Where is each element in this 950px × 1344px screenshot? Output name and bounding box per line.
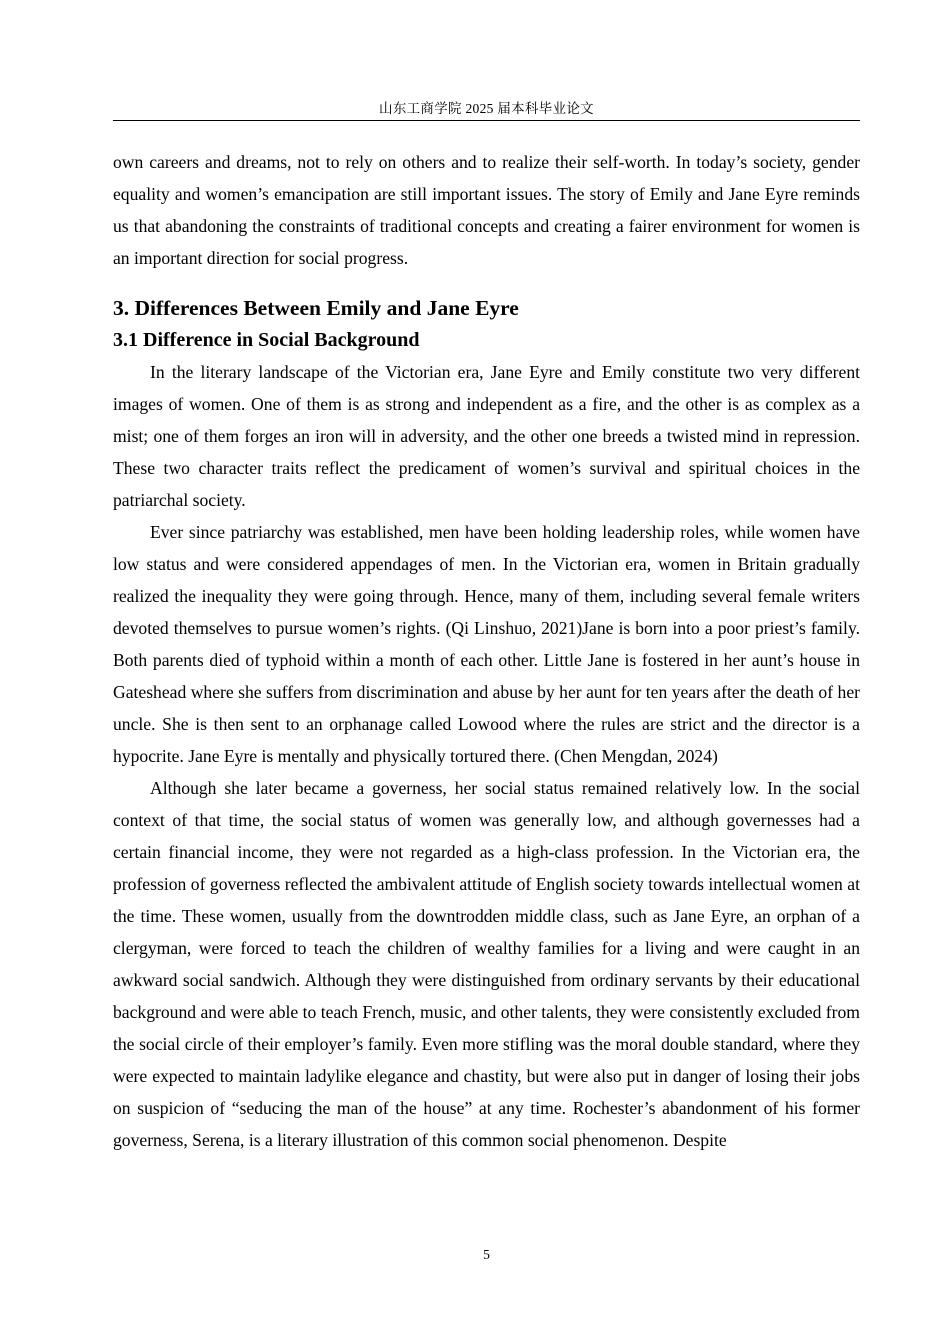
body-text: [113, 146, 860, 1156]
section-heading: 3. Differences Between Emily and Jane Eyre: [113, 296, 519, 320]
running-header: 山东工商学院 2025 届本科毕业论文: [379, 101, 594, 116]
paragraph: Ever since patriarchy was established, men have been holding leadership roles, while women have low status and were considered appendages of men. In the Victorian era, women in Britain gradually realized the inequality they were going through. Hence, many of them, including several female writers devoted themselves to pursue women’s rights. (Qi Linshuo, 2021)Jane is born into a poor priest’s family. Both parents died of typhoid within a month of each other. Little Jane is fostered in her aunt’s house in Gateshead where she suffers from discrimination and abuse by her aunt for ten years after the death of her uncle. She is then sent to an orphanage called Lowood where the rules are strict and the director is a hypocrite. Jane Eyre is mentally and physically tortured there. (Chen Mengdan, 2024): [113, 522, 860, 766]
paragraph: Although she later became a governess, her social status remained relatively low. In the social context of that time, the social status of women was generally low, and although governesses had a certain financial income, they were not regarded as a high-class profession. In the Victorian era, the profession of governess reflected the ambivalent attitude of English society towards intellectual women at the time. These women, usually from the downtrodden middle class, such as Jane Eyre, an orphan of a clergyman, were forced to teach the children of wealthy families for a living and were caught in an awkward social sandwich. Although they were distinguished from ordinary servants by their educational background and were able to teach French, music, and other talents, they were consistently excluded from the social circle of their employer’s family. Even more stifling was the moral double standard, where they were expected to maintain ladylike elegance and chastity, but were also put in danger of losing their jobs on suspicion of “seducing the man of the house” at any time. Rochester’s abandonment of his former governess, Serena, is a literary illustration of this common social phenomenon. Despite: [113, 778, 860, 1150]
paragraph-continued: own careers and dreams, not to rely on others and to realize their self-worth. In today’s society, gender equality and women’s emancipation are still important issues. The story of Emily and Jane Eyre reminds us that abandoning the constraints of traditional concepts and creating a fairer environment for women is an important direction for social progress.: [113, 152, 860, 268]
header-rule: [113, 120, 860, 121]
subsection-heading: 3.1 Difference in Social Background: [113, 329, 420, 351]
paragraph: In the literary landscape of the Victorian era, Jane Eyre and Emily constitute two very different images of women. One of them is as strong and independent as a fire, and the other is as complex as a mist; one of them forges an iron will in adversity, and the other one breeds a twisted mind in repression. These two character traits reflect the predicament of women’s survival and spiritual choices in the patriarchal society.: [113, 362, 860, 510]
page-number: 5: [483, 1247, 490, 1262]
